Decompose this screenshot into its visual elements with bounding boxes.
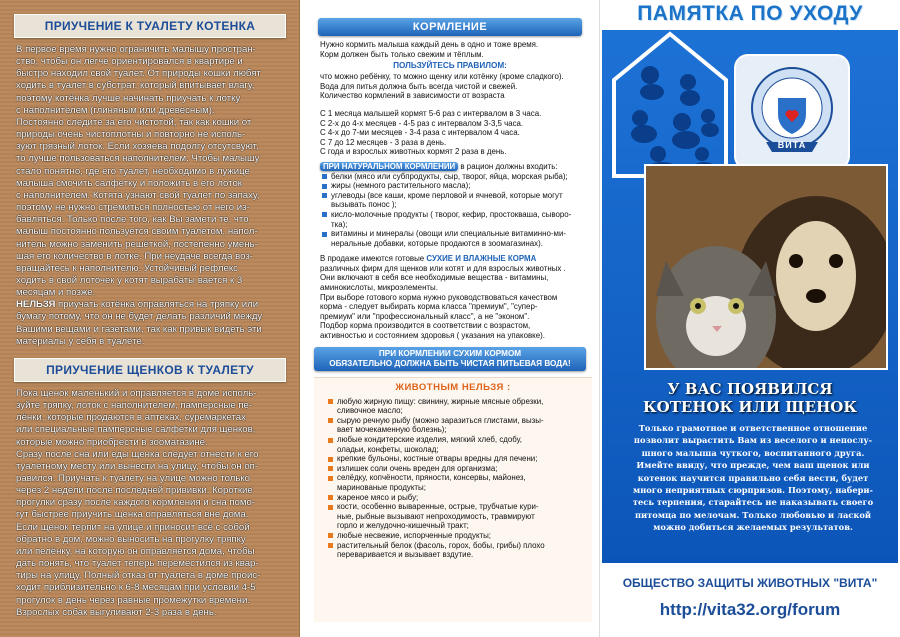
natural-feeding-item: витамины и минералы (овощи или специальные витаминно-ми- неральные добавки, которые продаются в зоомагазинах). [322,229,592,248]
forbidden-item: селёдку, копчёности, пряности, консервы, майонез, маринованые продукты; [328,473,592,492]
puppy-toilet-text: Пока щенок маленький и оправляется в доме исполь- зуйте тряпку, лоток с наполнителем, памперсные пе- лёнки, которые продаются в аптеках, суремаркетах или специальные памперсные салфетки для щенков, которые можно приобрести в зоомагазине. Сразу после сна или еды щенка следует отнести к его туалетному месту или вынести на улицу, чтобы он оп- равился. Приучать к туалету на улице можно только через 2 недели после последней прививки. Короткие прогулки сразу после каждого кормления и сна помо- гут быстрее приучить щенка оправляться вне дома. Если щенок терпит на улице и приносит всё с собой обратно в дом, можно выносить на прогулку тряпку или пелёнку, на которую он оправляется дома, чтобы дать понять, что туалет теперь переместился из квар- тиры на улицу. Полный отказ от туалета в доме проис- ходит приблизительно к 6-8 месяцам при условии 4-5 прогулок в день через равные промежутки времени. Взрослых собак выгуливают 2-3 раза в день. [16,387,261,618]
kitten-puppy-illustration [646,166,888,370]
memo-title: ПАМЯТКА ПО УХОДУ [637,2,863,25]
natural-feeding-tail: в рацион должны входить: [458,161,558,171]
vita-emblem-icon [736,56,848,168]
forbidden-item: жареное мясо и рыбу; [328,493,592,503]
forbidden-title: ЖИВОТНЫМ НЕЛЬЗЯ : [395,381,511,393]
natural-feeding-item: жиры (немного растительного масла); [322,181,592,191]
forum-url[interactable]: http://vita32.org/forum [659,600,841,619]
forbidden-item: любые кондитерские изделия, мягкий хлеб, сдобу, оладьи, конфеты, шоколад; [328,435,592,454]
natural-feeding-intro [308,162,592,172]
forbidden-item: сырую речную рыбу (можно заразиться глистами, вызы- вает мочекаменную болезнь); [328,416,592,435]
society-name: ОБЩЕСТВО ЗАЩИТЫ ЖИВОТНЫХ "ВИТА" [622,576,878,590]
feeding-intro: Нужно кормить малыша каждый день в одно и тоже время. Корм должен быть только свежим и тёплым. [320,40,539,59]
forbidden-list [314,397,592,560]
natural-feeding-list [308,172,592,249]
forbidden-item: крепкие бульоны, костные отвары вредны для печени; [328,454,592,464]
cover-headline: У ВАС ПОЯВИЛСЯ КОТЕНОК ИЛИ ЩЕНОК [643,380,857,416]
forbidden-item: любую жирную пищу: свинину, жирные мясные обрезки, сливочное масло; [328,397,592,416]
dry-food-text [308,254,592,340]
cover-blue-area [602,30,898,563]
dry-food-body: различных фирм для щенков или котят и для взрослых животных . Они включают в себя все необходимые вещества - витамины, аминокислоты, микроэлементы. При выборе готового корма нужно руководствоваться качеством корма - следует выбирать корма класса "премиум", "супер- премиум" или "профессиональный класс", а не "эконом". Подбор корма производится в соответствии с возрастом, активностью и состоянием здоровья ( указания на упаковке). [320,263,566,341]
feeding-title: КОРМЛЕНИЕ [318,18,582,36]
cover-intro: Только грамотное и ответственное отношение позволит вырастить Вам из веселого и непослу- шного малыша чуткого, воспитанного друга. Имейте ввиду, что прежде, чем ваш щенок или котенок научится правильно себя вести, будет много неприятных сюрпризов. Поэтому, набери- тесь терпения, старайтесь не наказывать своего питомца по мелочам. Только любовью и лаской можно добиться желаемых результатов. [632,423,874,533]
pets-house-icon [610,30,730,180]
puppy-toilet-title: ПРИУЧЕНИЕ ЩЕНКОВ К ТУАЛЕТУ [14,358,286,382]
forbidden-item: растительный белок (фасоль, горох, бобы, грибы) плохо переваривается и вызывает вздутие. [328,541,592,560]
natural-feeding-heading: ПРИ НАТУРАЛЬНОМ КОРМЛЕНИИ [320,162,458,171]
natural-feeding-item: белки (мясо или субпродукты, сыр, творог, яйца, морская рыба); [322,172,592,182]
kitten-toilet-warning-text: приучать котёнка оправляться на тряпку или бумагу потому, что он не будет делать различий между Вашими вещами и газетами, так как привык видеть эти материалы у себя в туалете. [16,299,263,347]
kitten-toilet-text [6,44,294,348]
kitten-puppy-photo [644,164,888,370]
forbidden-item: кости, особенно вываренные, острые, трубчатые кури- ные, рыбные вызывают непроходимость, травмируют горло и желудочно-кишечный тракт; [328,502,592,531]
dry-food-water-banner: ПРИ КОРМЛЕНИИ СУХИМ КОРМОМ ОБЯЗАТЕЛЬНО ДОЛЖНА БЫТЬ ЧИСТАЯ ПИТЬЕВАЯ ВОДА! [314,347,586,371]
kitten-toilet-title: ПРИУЧЕНИЕ К ТУАЛЕТУ КОТЕНКА [14,14,286,38]
forbidden-item: любые несвежие, испорченные продукты; [328,531,592,541]
feeding-schedule: С 1 месяца малышей кормят 5-6 раз с интервалом в 3 часа. С 2-х до 4-х месяцев - 4-5 раз с интервалом 3-3,5 часа. С 4-х до 7-ми месяцев - 3-4 раза с интервалом 4 часа. С 7 до 12 месяцев - 3 раза в день. С года и взрослых животных кормят 2 раза в день. [320,108,542,157]
dry-food-heading: СУХИЕ И ВЛАЖНЫЕ КОРМА [426,254,537,264]
left-panel [0,0,300,637]
forbidden-item: излишек соли очень вреден для организма; [328,464,592,474]
dry-food-pre: В продаже имеются готовые [320,254,427,264]
rule-text: что можно ребёнку, то можно щенку или котёнку (кроме сладкого). Вода для питья должна быть всегда чистой и свежей. Количество кормлений в зависимости от возраста [320,72,564,101]
natural-feeding-item: кисло-молочные продукты ( творог, кефир, простокваша, сыворо- тка); [322,210,592,229]
natural-feeding-item: углеводы (все каши, кроме перловой и ячневой, которые могут вызывать понос ); [322,191,592,210]
rule-heading: ПОЛЬЗУЙТЕСЬ ПРАВИЛОМ: [393,61,507,71]
right-panel [600,0,900,637]
middle-panel [300,0,600,637]
kitten-toilet-warning: НЕЛЬЗЯ [16,299,56,311]
kitten-toilet-body: В первое время нужно ограничить малышу простран- ство, чтобы он легче ориентировался в квартире и быстро находил свой туалет. От природы кошки любят ходить в туалет в субстрат, который впитывает влагу, поэтому котёнка лучше начинать приучать к лотку с наполнителем (глиняным или древесным). Постоянно следите за его чистотой, так как кошки от природы очень чистоплотны и повторно не исполь- зуют грязный лоток. Если хозяева подолгу отсутсвуют, то лучше пользоваться наполнителем. Чтобы малышу стало понятно, где его туалет, необходимо в лужице малыша смочить салфетку и положить в его лоток с наполнителем. Котята узнают свой туалет по запаху, поэтому не нужно стремиться полностью от него из- бавляться. Только после того, как Вы замети те, что малыш постоянно пользуется своим туалетом, напол- нитель можно заменить решёткой, постепенно умень- шая его количество в лотке. При неудаче всегда воз- вращайтесь к наполнителю. Устойчивый рефлекс ходить в свой лоточек у котят вырабаты вается к 3 месяцам и позже. [16,44,261,299]
vita-logo [734,54,850,170]
logo-text: ВИТА [777,140,807,150]
forbidden-foods-box [314,377,592,622]
